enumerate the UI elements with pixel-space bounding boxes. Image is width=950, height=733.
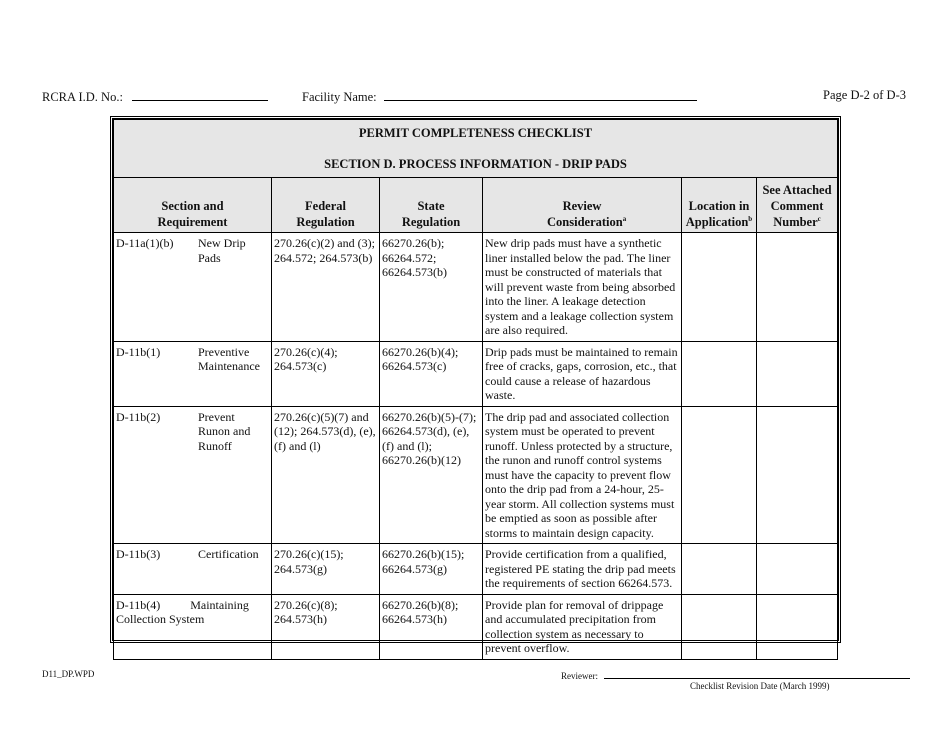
requirement-text: New Drip Pads xyxy=(198,236,246,265)
comment-cell[interactable] xyxy=(757,233,838,342)
table-row xyxy=(114,341,838,406)
facility-name-field xyxy=(302,88,697,105)
state-cell: 66270.26(b)(8); 66264.573(h) xyxy=(380,594,483,659)
section-cell xyxy=(114,544,272,595)
column-header-row xyxy=(114,178,838,233)
col-header-section: Section and Requirement xyxy=(114,178,272,233)
state-cell: 66270.26(b)(5)-(7); 66264.573(d), (e), (f) and (l); 66270.26(b)(12) xyxy=(380,406,483,544)
requirement-text: Maintaining Collection System xyxy=(116,597,249,626)
state-cell: 66270.26(b)(15); 66264.573(g) xyxy=(380,544,483,595)
checklist-table-frame xyxy=(110,116,841,655)
location-cell[interactable] xyxy=(682,406,757,544)
col-header-comment xyxy=(757,178,838,233)
footnote-a: a xyxy=(622,214,627,223)
col-header-review-text: Review Consideration xyxy=(547,199,623,229)
state-cell: 66270.26(b); 66264.572; 66264.573(b) xyxy=(380,233,483,342)
comment-cell[interactable] xyxy=(757,594,838,659)
table-row xyxy=(114,406,838,544)
requirement-text: Preventive Maintenance xyxy=(198,344,260,373)
requirement-text: Certification xyxy=(198,547,259,561)
checklist-table xyxy=(113,119,838,660)
requirement-text: Prevent Runon and Runoff xyxy=(198,409,251,453)
table-row xyxy=(114,233,838,342)
page-number: Page D-2 of D-3 xyxy=(823,88,906,102)
section-code: D-11b(4) xyxy=(116,597,161,612)
federal-cell: 270.26(c)(8); 264.573(h) xyxy=(272,594,380,659)
section-title: SECTION D. PROCESS INFORMATION - DRIP PADS xyxy=(324,157,627,171)
facility-name-blank xyxy=(384,88,697,101)
rcra-id-label: RCRA I.D. No.: xyxy=(42,90,123,104)
section-cell xyxy=(114,594,272,659)
footnote-c: c xyxy=(817,214,821,223)
title-row xyxy=(114,120,838,178)
section-code: D-11b(3) xyxy=(116,547,161,561)
table-title-cell xyxy=(114,120,838,178)
facility-name-label: Facility Name: xyxy=(302,90,377,104)
checklist-title: PERMIT COMPLETENESS CHECKLIST xyxy=(358,126,593,140)
col-header-location xyxy=(682,178,757,233)
table-row xyxy=(114,594,838,659)
rcra-id-blank xyxy=(132,88,268,101)
reviewer-label: Reviewer: xyxy=(561,671,598,681)
section-requirement-combined xyxy=(116,598,269,627)
footnote-b: b xyxy=(748,214,753,223)
section-code: D-11b(2) xyxy=(116,409,161,424)
section-cell xyxy=(114,233,272,342)
review-cell: Provide certification from a qualified, registered PE stating the drip pad meets the requirements of section 66264.573. xyxy=(483,544,682,595)
review-cell: Drip pads must be maintained to remain free of cracks, gaps, corrosion, etc., that could cause a release of hazardous waste. xyxy=(483,341,682,406)
review-cell: New drip pads must have a synthetic liner installed below the pad. The liner must be constructed of materials that will prevent waste from being absorbed into the liner. A leakage detection system and a leakage collection system are also required. xyxy=(483,233,682,342)
col-header-location-text: Location in Application xyxy=(685,199,750,229)
section-cell xyxy=(114,341,272,406)
col-header-state: State Regulation xyxy=(380,178,483,233)
federal-cell: 270.26(c)(5)(7) and (12); 264.573(d), (e), (f) and (l) xyxy=(272,406,380,544)
section-cell xyxy=(114,406,272,544)
location-cell[interactable] xyxy=(682,341,757,406)
file-name: D11_DP.WPD xyxy=(42,669,95,679)
federal-cell: 270.26(c)(2) and (3); 264.572; 264.573(b) xyxy=(272,233,380,342)
location-cell[interactable] xyxy=(682,544,757,595)
reviewer-field xyxy=(561,669,910,681)
section-code: D-11b(1) xyxy=(116,344,161,359)
review-cell: The drip pad and associated collection system must be operated to prevent runoff. Unless protected by a structure, the runon and runoff control systems must have the capacity to prevent flow onto the drip pad from a 24-hour, 25-year storm. All collection systems must be emptied as soon as possible after storms to maintain design capacity. xyxy=(483,406,682,544)
comment-cell[interactable] xyxy=(757,341,838,406)
federal-cell: 270.26(c)(15); 264.573(g) xyxy=(272,544,380,595)
location-cell[interactable] xyxy=(682,594,757,659)
location-cell[interactable] xyxy=(682,233,757,342)
comment-cell[interactable] xyxy=(757,406,838,544)
review-cell: Provide plan for removal of drippage and accumulated precipitation from collection system as necessary to prevent overflow. xyxy=(483,594,682,659)
revision-date: Checklist Revision Date (March 1999) xyxy=(690,681,830,691)
federal-cell: 270.26(c)(4); 264.573(c) xyxy=(272,341,380,406)
reviewer-blank xyxy=(604,669,910,679)
comment-cell[interactable] xyxy=(757,544,838,595)
rcra-id-field xyxy=(42,88,268,105)
section-code: D-11a(1)(b) xyxy=(116,236,174,250)
col-header-comment-text: See Attached Comment Number xyxy=(762,183,832,229)
col-header-federal: Federal Regulation xyxy=(272,178,380,233)
col-header-review xyxy=(483,178,682,233)
state-cell: 66270.26(b)(4); 66264.573(c) xyxy=(380,341,483,406)
table-row xyxy=(114,544,838,595)
